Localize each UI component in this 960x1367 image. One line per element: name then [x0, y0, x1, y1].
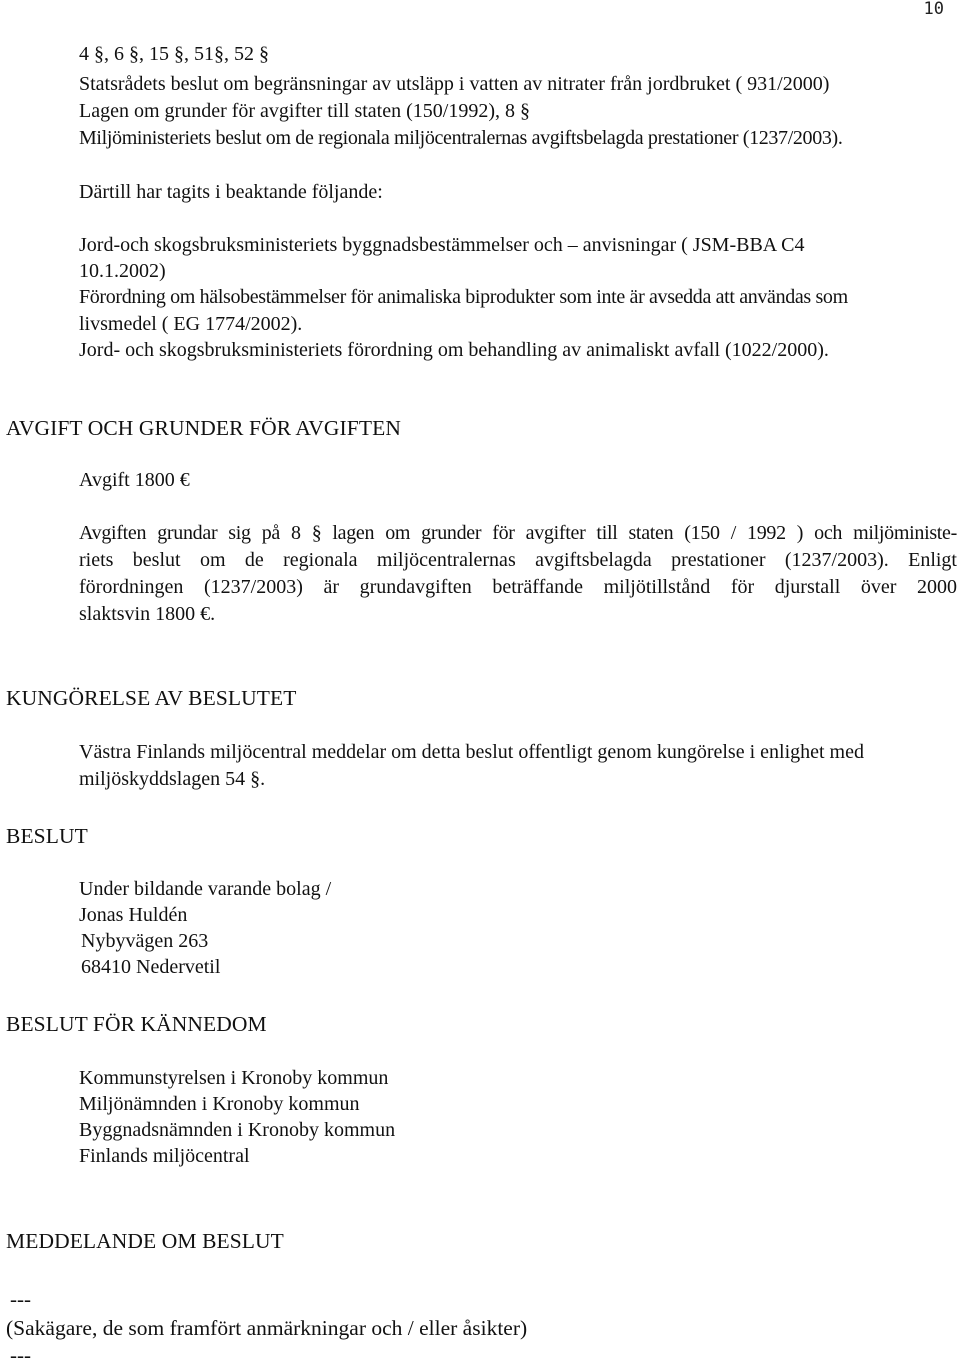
beslut-recipient-street: Nybyvägen 263 — [81, 930, 209, 952]
avgift-paragraph-line-3: förordningen (1237/2003) är grundavgiften beträffande miljötillstånd för djurstall över 2000 — [79, 576, 957, 598]
beaktande-line-1: Jord-och skogsbruksministeriets byggnadsbestämmelser och – anvisningar ( JSM-BBA C4 — [79, 234, 805, 256]
avgift-paragraph-line-1: Avgiften grundar sig på 8 § lagen om grunder för avgifter till staten (150 / 1992 ) och miljöministe- — [79, 522, 957, 544]
kungorelse-line-2: miljöskyddslagen 54 §. — [79, 768, 266, 790]
ref-miljoministeriet: Miljöministeriets beslut om de regionala miljöcentralernas avgiftsbelagda prestationer (1237/2003). — [79, 127, 843, 149]
avgift-paragraph-line-2: riets beslut om de regionala miljöcentralernas avgiftsbelagda prestationer (1237/2003). Enligt — [79, 549, 957, 571]
beslut-recipient-postal: 68410 Nedervetil — [81, 956, 221, 978]
kannedom-item: Kommunstyrelsen i Kronoby kommun — [79, 1067, 389, 1089]
beslut-recipient-line-1: Under bildande varande bolag / — [79, 878, 332, 900]
beaktande-intro: Därtill har tagits i beaktande följande: — [79, 181, 383, 203]
kannedom-item: Miljönämnden i Kronoby kommun — [79, 1093, 360, 1115]
ref-statsradet: Statsrådets beslut om begränsningar av utsläpp i vatten av nitrater från jordbruket ( 931/2000) — [79, 73, 830, 95]
kungorelse-heading: KUNGÖRELSE AV BESLUTET — [6, 686, 297, 710]
kannedom-item: Byggnadsnämnden i Kronoby kommun — [79, 1119, 396, 1141]
meddelande-heading: MEDDELANDE OM BESLUT — [6, 1229, 284, 1253]
beaktande-line-4: livsmedel ( EG 1774/2002). — [79, 313, 303, 335]
kannedom-heading: BESLUT FÖR KÄNNEDOM — [6, 1012, 267, 1036]
page-number: 10 — [923, 0, 944, 19]
avgift-heading: AVGIFT OCH GRUNDER FÖR AVGIFTEN — [6, 416, 401, 440]
meddelande-dash-top: --- — [10, 1287, 31, 1311]
meddelande-dash-bottom: --- — [10, 1343, 31, 1367]
avgift-paragraph-line-4: slaktsvin 1800 €. — [79, 603, 216, 625]
avgift-amount: Avgift 1800 € — [79, 469, 190, 491]
beaktande-line-2: 10.1.2002) — [79, 260, 166, 282]
beaktande-line-5: Jord- och skogsbruksministeriets förordning om behandling av animaliskt avfall (1022/2000). — [79, 339, 829, 361]
kungorelse-line-1: Västra Finlands miljöcentral meddelar om detta beslut offentligt genom kungörelse i enlighet med — [79, 741, 864, 763]
ref-lagen: Lagen om grunder för avgifter till staten (150/1992), 8 § — [79, 100, 530, 122]
kannedom-item: Finlands miljöcentral — [79, 1145, 250, 1167]
meddelande-parties: (Sakägare, de som framfört anmärkningar och / eller åsikter) — [6, 1316, 528, 1340]
ref-sections: 4 §, 6 §, 15 §, 51§, 52 § — [79, 43, 269, 65]
beslut-heading: BESLUT — [6, 824, 88, 848]
beaktande-line-3: Förordning om hälsobestämmelser för animaliska biprodukter som inte är avsedda att användas som — [79, 286, 848, 308]
beslut-recipient-name: Jonas Huldén — [79, 904, 188, 926]
